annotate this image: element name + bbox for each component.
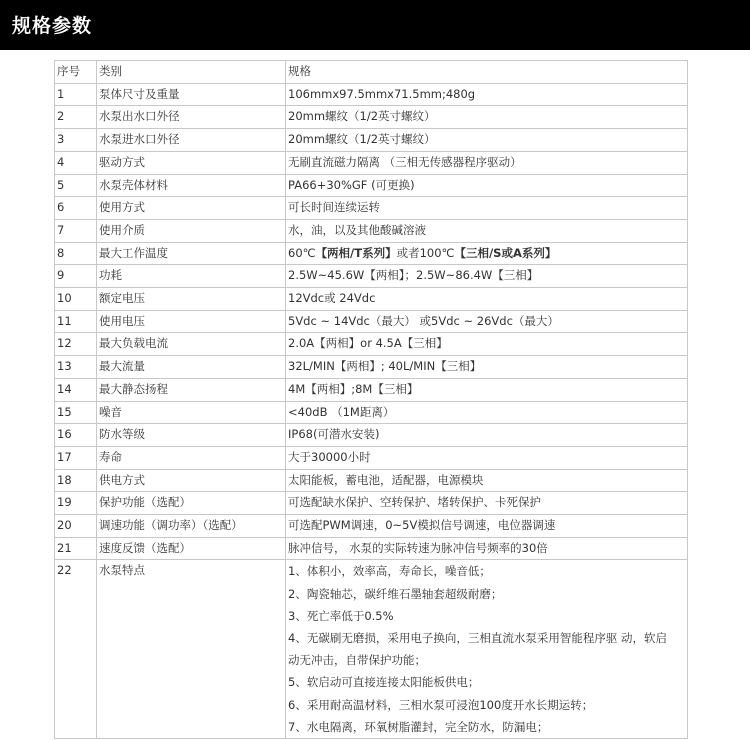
feature-line: 3、死亡率低于0.5% — [288, 608, 394, 623]
table-row — [55, 537, 688, 560]
header-no: 序号 — [55, 61, 97, 84]
features-cell — [286, 560, 688, 739]
row-category: 最大工作温度 — [97, 242, 286, 265]
row-spec: 太阳能板，蓄电池，适配器，电源模块 — [286, 469, 688, 492]
table-row-features — [55, 560, 688, 739]
table-row — [55, 174, 688, 197]
features-list — [288, 560, 685, 738]
table-row — [55, 378, 688, 401]
row-spec: 4M【两相】;8M【三相】 — [286, 378, 688, 401]
row-no: 19 — [55, 492, 97, 515]
table-row — [55, 151, 688, 174]
row-category: 速度反馈（选配） — [97, 537, 286, 560]
row-spec: 106mmx97.5mmx71.5mm;480g — [286, 83, 688, 106]
row-category: 功耗 — [97, 265, 286, 288]
row-no: 17 — [55, 446, 97, 469]
spec-part: 60℃ — [288, 245, 316, 260]
row-spec: <40dB （1M距离） — [286, 401, 688, 424]
row-category: 驱动方式 — [97, 151, 286, 174]
row-category: 使用方式 — [97, 197, 286, 220]
table-row — [55, 492, 688, 515]
row-category: 供电方式 — [97, 469, 286, 492]
row-no: 7 — [55, 219, 97, 242]
spec-part-bold: 【三相/S或A系列】 — [454, 245, 557, 260]
row-spec: 脉冲信号， 水泵的实际转速为脉冲信号频率的30倍 — [286, 537, 688, 560]
table-row — [55, 469, 688, 492]
table-row — [55, 106, 688, 129]
row-spec: 20mm螺纹（1/2英寸螺纹） — [286, 106, 688, 129]
row-spec: 20mm螺纹（1/2英寸螺纹） — [286, 129, 688, 152]
table-row — [55, 83, 688, 106]
row-spec: 可长时间连续运转 — [286, 197, 688, 220]
table-row — [55, 242, 688, 265]
row-no: 4 — [55, 151, 97, 174]
row-spec: 12Vdc或 24Vdc — [286, 288, 688, 311]
table-row — [55, 515, 688, 538]
row-category: 噪音 — [97, 401, 286, 424]
row-spec: 5Vdc ~ 14Vdc（最大） 或5Vdc ~ 26Vdc（最大） — [286, 310, 688, 333]
row-category: 防水等级 — [97, 424, 286, 447]
row-spec: 32L/MIN【两相】; 40L/MIN【三相】 — [286, 356, 688, 379]
table-row — [55, 333, 688, 356]
page-title: 规格参数 — [12, 15, 93, 37]
spec-part: 或者100℃ — [396, 245, 455, 260]
row-no: 6 — [55, 197, 97, 220]
title-bar — [0, 0, 750, 50]
row-no: 11 — [55, 310, 97, 333]
row-no: 2 — [55, 106, 97, 129]
row-no: 21 — [55, 537, 97, 560]
row-category: 最大流量 — [97, 356, 286, 379]
feature-line: 7、水电隔离，环氧树脂灌封，完全防水，防漏电； — [288, 719, 549, 734]
feature-line: 动无冲击，自带保护功能； — [288, 653, 426, 668]
row-spec: 2.0A【两相】or 4.5A【三相】 — [286, 333, 688, 356]
row-no: 8 — [55, 242, 97, 265]
row-spec — [286, 242, 688, 265]
header-category: 类别 — [97, 61, 286, 84]
row-category: 最大静态扬程 — [97, 378, 286, 401]
row-no: 14 — [55, 378, 97, 401]
row-category: 最大负载电流 — [97, 333, 286, 356]
row-no: 5 — [55, 174, 97, 197]
row-category: 额定电压 — [97, 288, 286, 311]
row-no: 18 — [55, 469, 97, 492]
row-no: 13 — [55, 356, 97, 379]
row-spec: IP68(可潜水安装) — [286, 424, 688, 447]
row-no: 10 — [55, 288, 97, 311]
row-category: 保护功能（选配） — [97, 492, 286, 515]
table-row — [55, 446, 688, 469]
row-category: 水泵壳体材料 — [97, 174, 286, 197]
table-row — [55, 265, 688, 288]
row-no: 22 — [55, 560, 97, 739]
header-spec: 规格 — [286, 61, 688, 84]
row-no: 9 — [55, 265, 97, 288]
row-category: 水泵特点 — [97, 560, 286, 739]
row-no: 12 — [55, 333, 97, 356]
row-category: 水泵出水口外径 — [97, 106, 286, 129]
feature-line: 2、陶瓷轴芯，碳纤维石墨轴套超级耐磨； — [288, 586, 503, 601]
row-category: 使用介质 — [97, 219, 286, 242]
table-row — [55, 219, 688, 242]
table-row — [55, 424, 688, 447]
row-spec: 2.5W~45.6W【两相】；2.5W~86.4W【三相】 — [286, 265, 688, 288]
spec-part-bold: 【两相/T系列】 — [315, 245, 397, 260]
table-row — [55, 356, 688, 379]
row-spec: 无刷直流磁力隔离 （三相无传感器程序驱动） — [286, 151, 688, 174]
row-no: 20 — [55, 515, 97, 538]
spec-table — [54, 60, 688, 739]
row-no: 1 — [55, 83, 97, 106]
row-spec: 大于30000小时 — [286, 446, 688, 469]
row-category: 泵体尺寸及重量 — [97, 83, 286, 106]
row-spec: 可选配缺水保护、空转保护、堵转保护、卡死保护 — [286, 492, 688, 515]
row-category: 水泵进水口外径 — [97, 129, 286, 152]
row-no: 3 — [55, 129, 97, 152]
table-row — [55, 129, 688, 152]
row-spec: 水，油，以及其他酸碱溶液 — [286, 219, 688, 242]
row-no: 15 — [55, 401, 97, 424]
row-category: 使用电压 — [97, 310, 286, 333]
feature-line: 4、无碳刷无磨损，采用电子换向，三相直流水泵采用智能程序驱 动，软启 — [288, 631, 667, 646]
table-row — [55, 401, 688, 424]
row-category: 调速功能（调功率）（选配） — [97, 515, 286, 538]
row-spec: PA66+30%GF (可更换) — [286, 174, 688, 197]
table-row — [55, 288, 688, 311]
table-row — [55, 197, 688, 220]
feature-line: 1、体积小，效率高，寿命长，噪音低； — [288, 564, 491, 579]
row-category: 寿命 — [97, 446, 286, 469]
table-header-row — [55, 61, 688, 84]
feature-line: 5、软启动可直接连接太阳能板供电； — [288, 675, 480, 690]
row-no: 16 — [55, 424, 97, 447]
feature-line: 6、采用耐高温材料，三相水泵可浸泡100度开水长期运转； — [288, 697, 594, 712]
row-spec: 可选配PWM调速，0~5V模拟信号调速，电位器调速 — [286, 515, 688, 538]
table-row — [55, 310, 688, 333]
